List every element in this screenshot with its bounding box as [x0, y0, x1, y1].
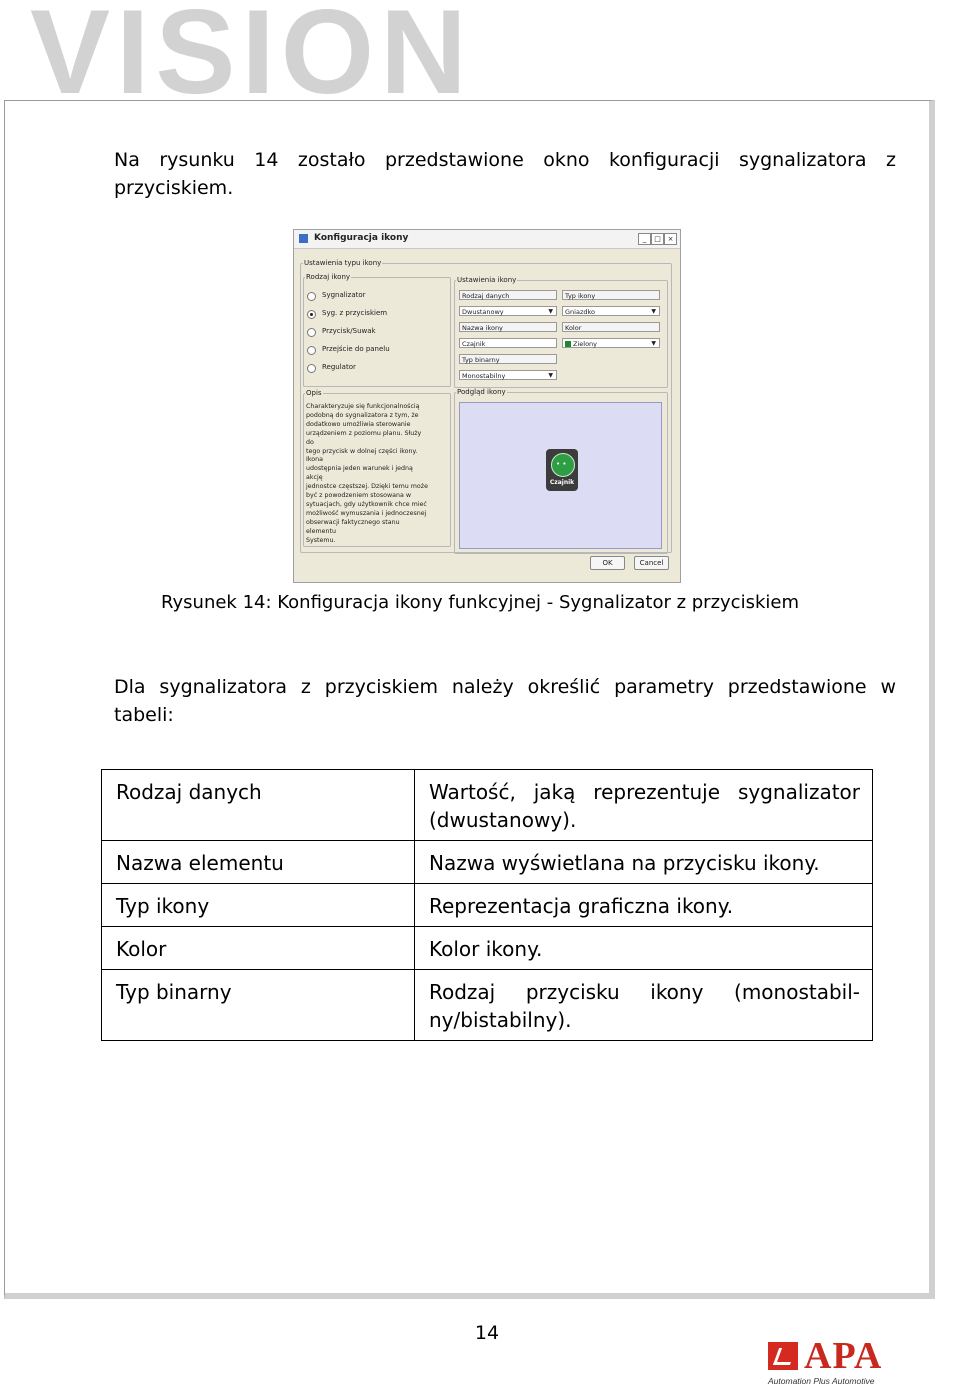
dialog-titlebar: [294, 230, 680, 249]
param-desc: Reprezentacja graficzna ikony.: [415, 884, 873, 927]
page-number: 14: [474, 1322, 500, 1344]
figure-caption: Rysunek 14: Konfiguracja ikony funkcyjnej - Sygnalizator z przyciskiem: [160, 592, 799, 613]
data-type-select[interactable]: Dwustanowy ▼: [459, 306, 557, 316]
chevron-down-icon: ▼: [651, 340, 656, 347]
table-row: [102, 770, 873, 841]
config-dialog-screenshot: [293, 229, 681, 583]
app-icon: [299, 234, 308, 243]
param-name: Rodzaj danych: [102, 770, 415, 841]
table-row: [102, 884, 873, 927]
radio-sygnalizator[interactable]: [307, 292, 316, 301]
icon-type-select[interactable]: Gniazdko ▼: [562, 306, 660, 316]
icon-preview-area: [459, 402, 662, 549]
radio-label: Przycisk/Suwak: [322, 327, 376, 335]
icon-tile-preview[interactable]: [546, 449, 578, 491]
icon-type-label: Typ ikony: [562, 290, 660, 300]
preview-label: Podgląd ikony: [457, 388, 506, 396]
data-type-label: Rodzaj danych: [459, 290, 557, 300]
apa-logo-text: APA: [804, 1335, 883, 1377]
param-name: Typ binarny: [102, 970, 415, 1041]
radio-regulator[interactable]: [307, 364, 316, 373]
radio-label: Syg. z przyciskiem: [322, 309, 388, 317]
table-row: [102, 970, 873, 1041]
maximize-button[interactable]: □: [651, 233, 664, 245]
apa-tagline: Automation Plus Automotive: [768, 1376, 875, 1386]
ok-button[interactable]: OK: [590, 556, 625, 570]
chevron-down-icon: ▼: [548, 372, 553, 379]
chevron-down-icon: ▼: [651, 308, 656, 315]
param-desc: Rodzaj przycisku ikony (monostabil-ny/bistabilny).: [415, 970, 873, 1041]
param-name: Typ ikony: [102, 884, 415, 927]
lead-paragraph: Dla sygnalizatora z przyciskiem należy określić parametry przedstawione w tabeli:: [114, 676, 896, 726]
minimize-button[interactable]: _: [638, 233, 651, 245]
radio-przycisk-suwak[interactable]: [307, 328, 316, 337]
cancel-button[interactable]: Cancel: [634, 556, 669, 570]
dialog-title: Konfiguracja ikony: [314, 233, 409, 243]
icon-type-settings-label: Ustawienia typu ikony: [304, 259, 382, 267]
element-name-input[interactable]: Czajnik: [459, 338, 557, 348]
element-name-label: Nazwa ikony: [459, 322, 557, 332]
apa-logo: [768, 1335, 928, 1390]
description-text: Charakteryzuje się funkcjonalnością podobną do sygnalizatora z tym, że dodatkowo umożliwia sterowanie urządzeniem z poziomu planu. Służy do tego przycisk w dolnej części ikony. Ikona udostępnia jeden warunek i jedną akcję jednostce częstszej. Dzięki temu może być z powodzeniem stosowana w sytuacjach, gdy użytkownik chce mieć możliwość wymuszania i jednoczesnej obserwacji faktycznego stanu elementu Systemu.: [306, 403, 428, 544]
binary-type-label: Typ binarny: [459, 354, 557, 364]
icon-settings-label: Ustawienia ikony: [457, 276, 517, 284]
socket-icon: [551, 453, 575, 477]
color-select[interactable]: Zielony ▼: [562, 338, 660, 348]
close-button[interactable]: ×: [664, 233, 677, 245]
radio-label: Regulator: [322, 363, 356, 371]
radio-label: Przejście do panelu: [322, 345, 390, 353]
radio-label: Sygnalizator: [322, 291, 366, 299]
param-desc: Nazwa wyświetlana na przycisku ikony.: [415, 841, 873, 884]
description-label: Opis: [306, 389, 322, 397]
color-label: Kolor: [562, 322, 660, 332]
table-row: [102, 927, 873, 970]
param-name: Nazwa elementu: [102, 841, 415, 884]
icon-kind-label: Rodzaj ikony: [306, 273, 351, 281]
binary-type-select[interactable]: Monostabilny ▼: [459, 370, 557, 380]
param-desc: Kolor ikony.: [415, 927, 873, 970]
parameters-table: [101, 769, 873, 1041]
table-row: [102, 841, 873, 884]
radio-syg-z-przyciskiem[interactable]: [307, 310, 316, 319]
apa-mark-icon: [768, 1342, 798, 1370]
param-name: Kolor: [102, 927, 415, 970]
radio-przejscie-do-panelu[interactable]: [307, 346, 316, 355]
color-swatch: [565, 341, 571, 347]
param-desc: Wartość, jaką reprezentuje sygnalizator (dwustanowy).: [415, 770, 873, 841]
chevron-down-icon: ▼: [548, 308, 553, 315]
vision-watermark: VISION: [30, 0, 473, 119]
icon-tile-name: Czajnik: [549, 479, 575, 486]
intro-paragraph: Na rysunku 14 zostało przedstawione okno konfiguracji sygnalizatora z przyciskiem.: [114, 149, 896, 199]
